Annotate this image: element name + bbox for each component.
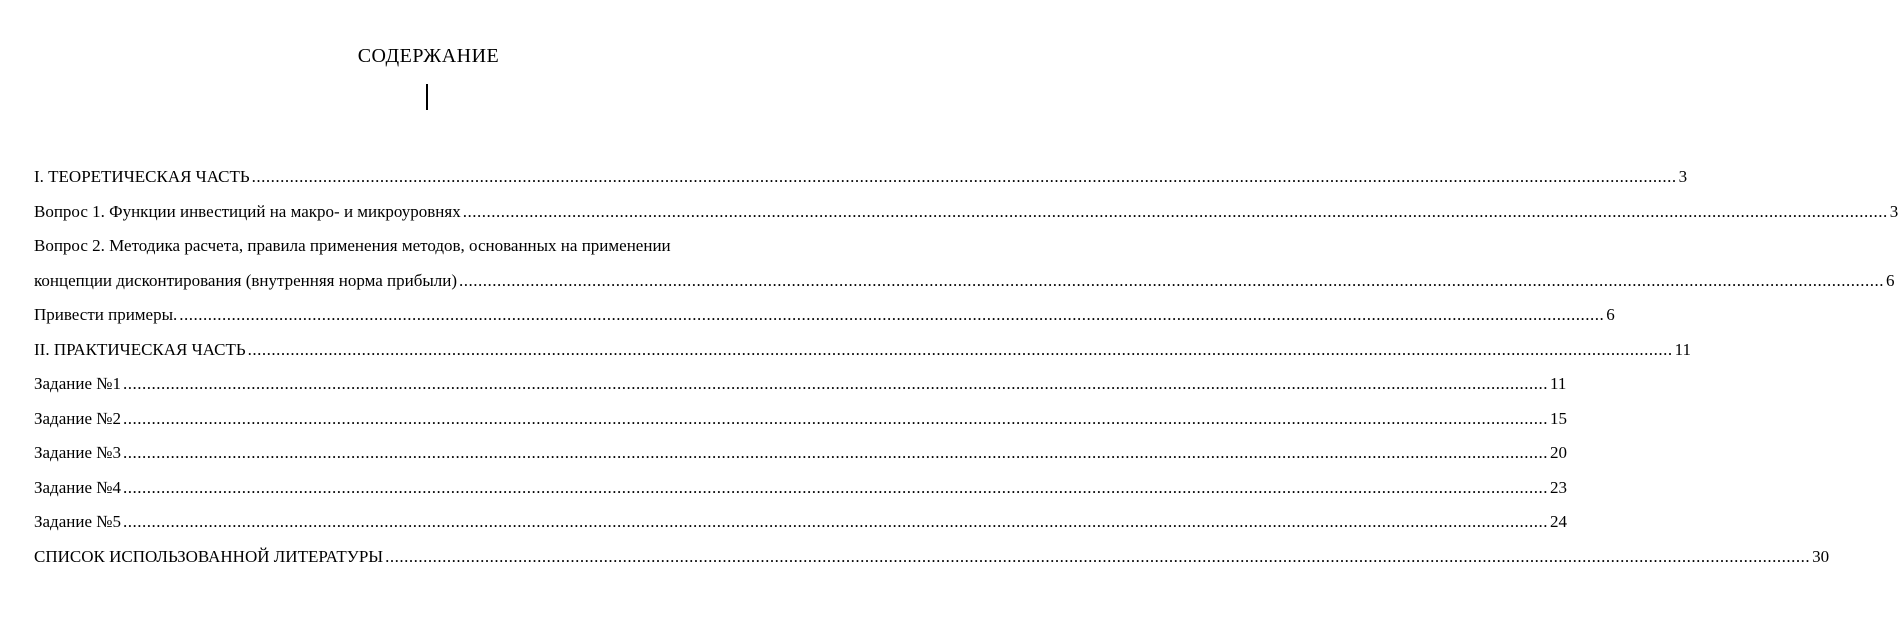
dot-leader: ............................................................................................................................................................................................................................................................................................................ [385, 546, 1811, 566]
table-of-contents [34, 160, 1898, 574]
dot-leader: ............................................................................................................................................................................................................................................................................................................ [247, 339, 1673, 359]
toc-page-number: 30 [1812, 546, 1830, 566]
dot-leader: ............................................................................................................................................................................................................................................................................................................ [179, 305, 1605, 324]
toc-entry-practical-part[interactable] [34, 333, 1691, 368]
page-title: СОДЕРЖАНИЕ [357, 45, 500, 67]
toc-page-number: 11 [1549, 374, 1567, 393]
dot-leader: ............................................................................................................................................................................................................................................................................................................ [251, 167, 1677, 186]
toc-page-number: 6 [1886, 270, 1895, 290]
toc-entry-text: Задание №5 [34, 512, 121, 531]
toc-entry-text: Задание №3 [34, 443, 121, 462]
toc-entry-task-1[interactable] [34, 367, 1567, 402]
toc-page-number: 3 [1678, 167, 1688, 186]
dot-leader: ............................................................................................................................................................................................................................................................................................................ [122, 477, 1548, 497]
toc-entry-task-5[interactable] [34, 505, 1567, 540]
toc-entry-text: Задание №4 [34, 477, 121, 497]
toc-entry-text: I. ТЕОРЕТИЧЕСКАЯ ЧАСТЬ [34, 167, 250, 186]
toc-page-number: 11 [1674, 339, 1691, 359]
toc-entry-text: Задание №1 [34, 374, 121, 393]
toc-entry-task-4[interactable] [34, 471, 1567, 506]
toc-entry-text: II. ПРАКТИЧЕСКАЯ ЧАСТЬ [34, 339, 246, 359]
toc-entry-references[interactable] [34, 540, 1830, 575]
toc-entry-examples[interactable] [34, 298, 1615, 333]
toc-entry-text: Вопрос 2. Методика расчета, правила применения методов, основанных на применении [34, 236, 671, 255]
dot-leader: ............................................................................................................................................................................................................................................................................................................ [122, 374, 1548, 393]
toc-entry-question-1[interactable] [34, 195, 1898, 230]
dot-leader: ............................................................................................................................................................................................................................................................................................................ [122, 512, 1548, 531]
toc-entry-text: Привести примеры. [34, 305, 178, 324]
toc-page-number: 3 [1889, 201, 1898, 221]
toc-entry-text: Вопрос 1. Функции инвестиций на макро- и микроуровнях [34, 201, 461, 221]
toc-page-number: 20 [1549, 443, 1567, 462]
dot-leader: ............................................................................................................................................................................................................................................................................................................ [122, 443, 1548, 462]
toc-page-number: 15 [1549, 408, 1567, 428]
toc-page-number: 24 [1549, 512, 1567, 531]
dot-leader: ............................................................................................................................................................................................................................................................................................................ [459, 270, 1885, 290]
toc-entry-text: концепции дисконтирования (внутренняя норма прибыли) [34, 270, 458, 290]
toc-entry-question-2-line-2[interactable] [34, 264, 1895, 299]
dot-leader: ............................................................................................................................................................................................................................................................................................................ [462, 201, 1888, 221]
toc-entry-text: Задание №2 [34, 408, 121, 428]
text-cursor [426, 84, 428, 110]
dot-leader: ............................................................................................................................................................................................................................................................................................................ [122, 408, 1548, 428]
toc-entry-question-2-line-1[interactable] [34, 229, 814, 264]
toc-entry-task-2[interactable] [34, 402, 1567, 437]
toc-page-number: 6 [1606, 305, 1615, 324]
toc-entry-theoretical-part[interactable] [34, 160, 1688, 195]
toc-entry-task-3[interactable] [34, 436, 1567, 471]
toc-page-number: 23 [1549, 477, 1567, 497]
toc-entry-text: СПИСОК ИСПОЛЬЗОВАННОЙ ЛИТЕРАТУРЫ [34, 546, 384, 566]
